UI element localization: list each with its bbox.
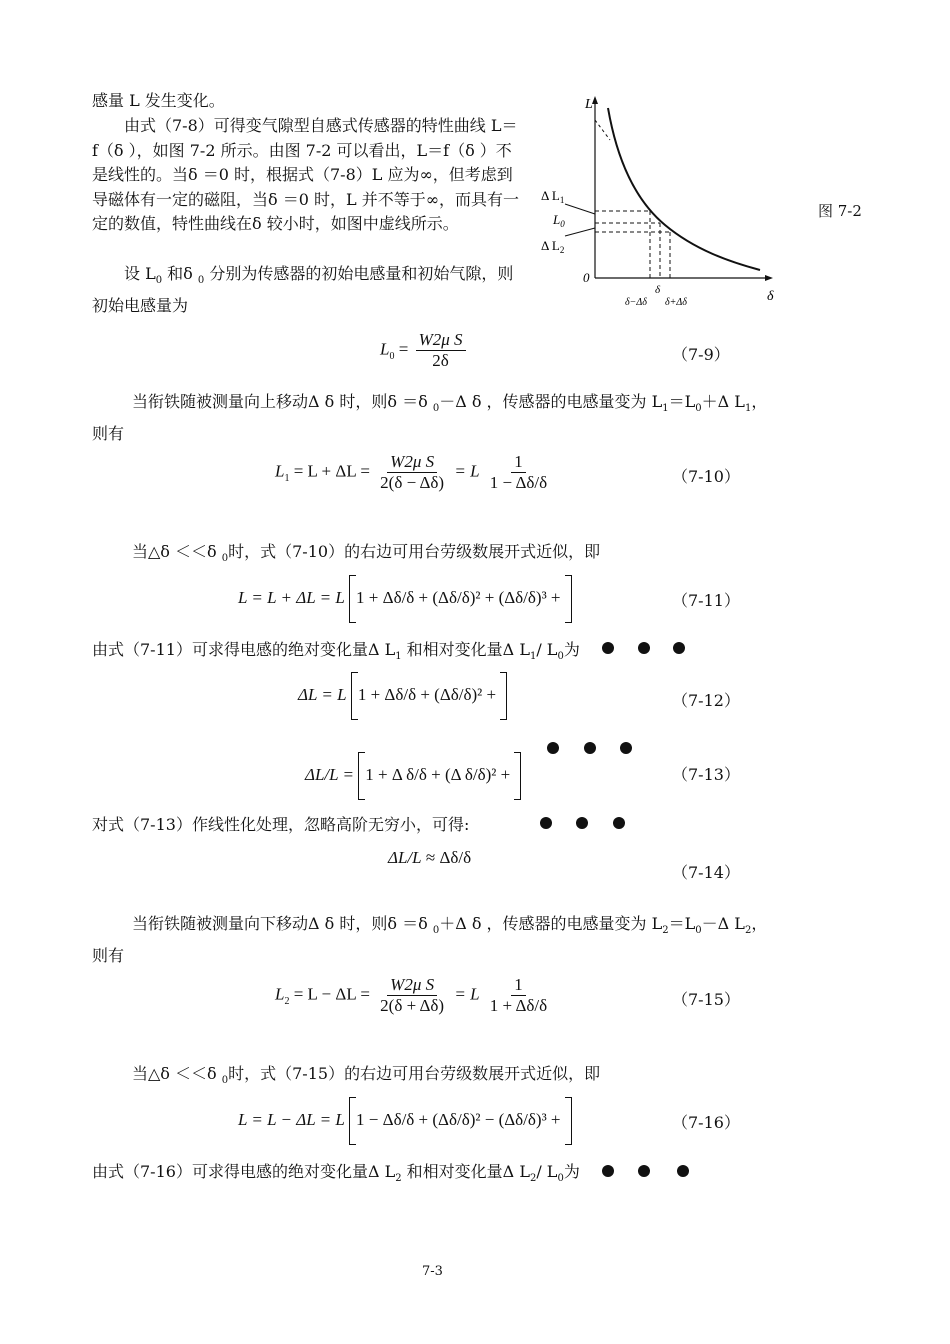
paragraph-7: 对式（7-13）作线性化处理，忽略高阶无穷小，可得: — [92, 815, 470, 834]
eqno-7-12: （7-12） — [672, 691, 740, 710]
tick-delta-minus: δ−Δδ — [625, 297, 647, 308]
bullet-dot — [613, 817, 625, 829]
equation-7-16: L = L − ΔL = L 1 − Δδ/δ + (Δδ/δ)² − (Δδ/δ)³ + — [238, 1097, 572, 1145]
paragraph-5: 当△δ ＜＜δ $_0$时，式（7-10）的右边可用台劳级数展开式近似，即 — [132, 542, 601, 565]
origin-label: 0 — [583, 270, 590, 285]
equation-7-10: $L_1 = L + \Delta L$ = $\frac{\text{W2μ S}}{2(\delta - \Delta\delta)}$ = L $\frac{1}{1 - \Delta\delta/\delta}$ — [275, 452, 548, 492]
bullet-dot — [677, 1165, 689, 1177]
tick-delta-plus: δ+Δδ — [665, 297, 687, 308]
eqno-7-15: （7-15） — [672, 990, 740, 1009]
page-number: 7-3 — [422, 1264, 443, 1279]
equation-7-12: ΔL = L 1 + Δδ/δ + (Δδ/δ)² + — [298, 672, 507, 720]
eqno-7-9: （7-9） — [672, 345, 730, 364]
paragraph-2: 由式（7-8）可得变气隙型自感式传感器的特性曲线 L＝f（δ ），如图 7-2 所示。由图 7-2 可以看出，L＝f（δ ）不是线性的。当δ ＝0 时，根据式（7-8）L 应为∞，但考虑到导磁体有一定的磁阻，当δ ＝0 时，L 并不等于∞，而具有一定的数值，特性曲线在δ 较小时，如图中虚线所示。 — [92, 116, 520, 233]
label-l0: $L_0$ — [553, 212, 565, 229]
paragraph-10: 由式（7-16）可求得电感的绝对变化量Δ $L_2$ 和相对变化量Δ $L_2/$ $L_0$为 — [92, 1162, 580, 1185]
label-delta-l2: Δ $L_2$ — [541, 238, 565, 255]
equation-7-11: L = L + ΔL = L 1 + Δδ/δ + (Δδ/δ)² + (Δδ/δ)³ + — [238, 575, 572, 623]
paragraph-4: 当衔铁随被测量向上移动Δ δ 时，则δ ＝δ $_0$－Δ δ ，传感器的电感量变为 $L_1=L_0+\Delta$ $L_1$，则有 — [92, 392, 768, 443]
paragraph-3: 设 $L_0$ 和δ $_0$ 分别为传感器的初始电感量和初始气隙，则初始电感量为 — [92, 264, 514, 315]
equation-7-13: ΔL/L = 1 + Δ δ/δ + (Δ δ/δ)² + — [305, 752, 521, 800]
paragraph-1: 感量 L 发生变化。 — [92, 91, 225, 110]
figure-caption: 图 7-2 — [818, 202, 862, 220]
bullet-dot — [540, 817, 552, 829]
figure-7-2 — [535, 90, 795, 315]
bullet-dot — [673, 642, 685, 654]
bullet-dot — [638, 1165, 650, 1177]
bullet-dot — [584, 742, 596, 754]
paragraph-6: 由式（7-11）可求得电感的绝对变化量Δ $L_1$ 和相对变化量Δ $L_1/$ $L_0$为 — [92, 640, 580, 663]
bullet-dot — [638, 642, 650, 654]
bullet-dot — [620, 742, 632, 754]
axis-x-label: δ — [767, 289, 774, 304]
label-delta-l1: Δ $L_1$ — [541, 188, 565, 205]
equation-7-15: $L_2 = L - \Delta L$ = $\frac{\text{W2μ S}}{2(\delta + \Delta\delta)}$ = L $\frac{1}{1 + \Delta\delta/\delta}$ — [275, 975, 548, 1015]
eqno-7-16: （7-16） — [672, 1113, 740, 1132]
axis-y-label: L — [585, 97, 593, 112]
eqno-7-13: （7-13） — [672, 765, 740, 784]
bullet-dot — [602, 642, 614, 654]
bullet-dot — [547, 742, 559, 754]
eqno-7-14: （7-14） — [672, 863, 740, 882]
equation-7-9: $L_0$ = $\frac{\text{W2μ S}}{2\delta}$ — [380, 330, 469, 371]
eqno-7-10: （7-10） — [672, 467, 740, 486]
paragraph-8: 当衔铁随被测量向下移动Δ δ 时，则δ ＝δ $_0$＋Δ δ ，传感器的电感量变为 $L_2=L_0-\Delta$ $L_2$，则有 — [92, 914, 768, 965]
eqno-7-11: （7-11） — [672, 591, 740, 610]
bullet-dot — [576, 817, 588, 829]
bullet-dot — [602, 1165, 614, 1177]
equation-7-14: ΔL/L ≈ Δδ/δ — [388, 848, 472, 867]
paragraph-9: 当△δ ＜＜δ $_0$时，式（7-15）的右边可用台劳级数展开式近似，即 — [132, 1064, 601, 1087]
tick-delta: δ — [655, 284, 661, 296]
